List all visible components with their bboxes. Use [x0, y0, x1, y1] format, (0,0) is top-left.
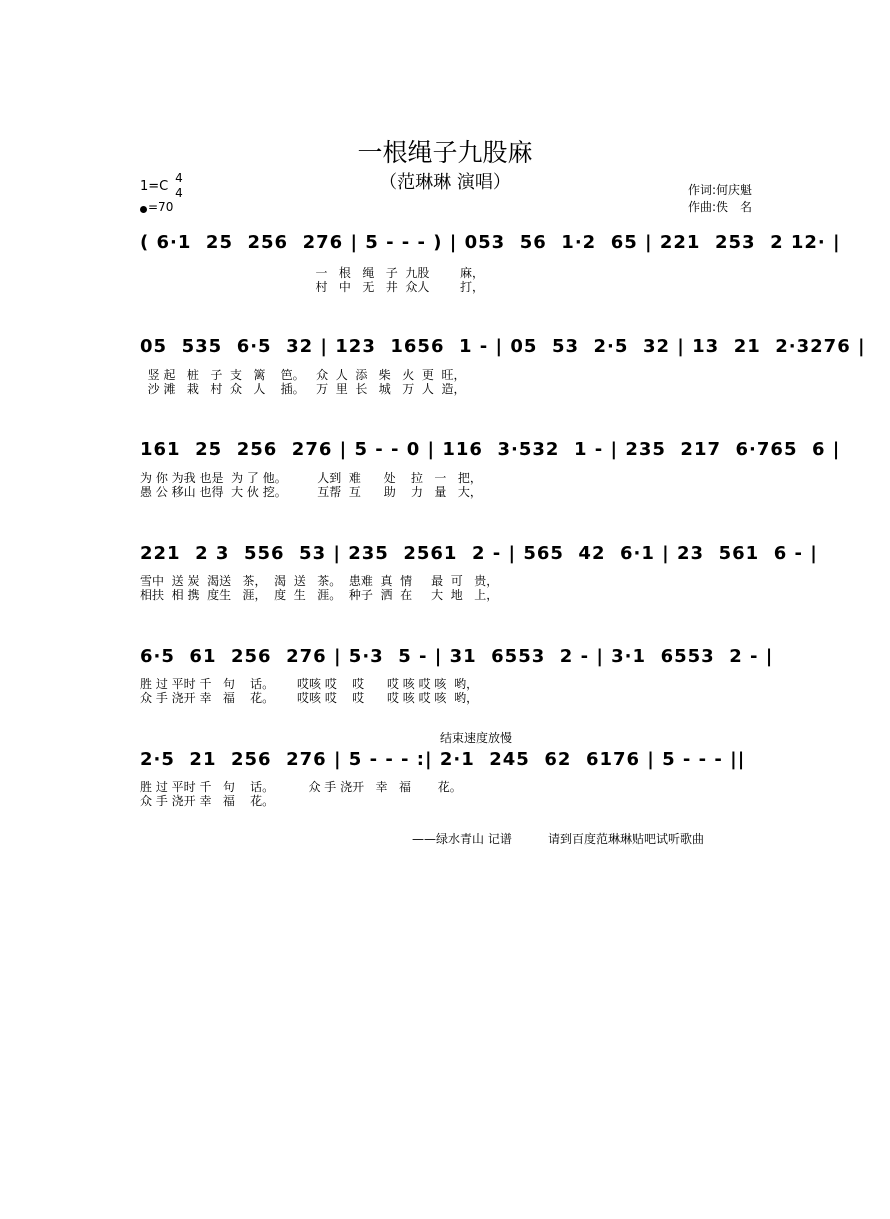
- lyrics-verse-1: 一 根 绳 子 九股 麻，: [140, 266, 484, 280]
- lyrics-verse-2: 沙 滩 栽 村 众 人 插。 万 里 长 城 万 人 造，: [140, 382, 466, 396]
- key-signature: 1=C: [140, 179, 169, 194]
- time-signature-bottom: 4: [175, 186, 183, 200]
- time-signature-top: 4: [175, 171, 183, 185]
- performer-subtitle: （范琳琳 演唱）: [379, 172, 511, 193]
- lyrics-verse-1: 胜 过 平时 千 句 话。 哎咳 哎 哎 哎 咳 哎 咳 哟，: [140, 677, 479, 691]
- time-signature: [172, 171, 186, 201]
- lyrics-verse-2: 愚 公 移山 也得 大 伙 挖。 互帮 互 助 力 量 大，: [140, 485, 482, 499]
- composer-credit: 作曲:佚 名: [688, 200, 753, 214]
- lyrics-verse-1: 胜 过 平时 千 句 话。 众 手 浇开 幸 福 花。: [140, 780, 462, 794]
- lyrics-verse-2: 相扶 相 携 度生 涯， 度 生 涯。 种子 洒 在 大 地 上，: [140, 588, 499, 602]
- notation-line: 2·5 21 256 276 | 5 - - - :| 2·1 245 62 6176 | 5 - - - ||: [140, 749, 746, 770]
- tempo-marking: [140, 200, 173, 214]
- lyrics-verse-1: 为 你 为我 也是 为 了 他。 人到 难 处 拉 一 把，: [140, 471, 482, 485]
- lyricist-credit: 作词:何庆魁: [688, 183, 753, 197]
- lyrics-verse-2: 众 手 浇开 幸 福 花。: [140, 794, 275, 808]
- tempo-value: =70: [148, 200, 174, 214]
- lyrics-verse-2: 村 中 无 井 众人 打，: [140, 280, 484, 294]
- ending-tempo-marking: 结束速度放慢: [440, 731, 513, 745]
- quarter-note-icon: [140, 206, 147, 213]
- listening-note: 请到百度范琳琳贴吧试听歌曲: [548, 832, 705, 846]
- notation-line: 6·5 61 256 276 | 5·3 5 - | 31 6553 2 - | 3·1 6553 2 - |: [140, 646, 774, 667]
- notation-line: 05 535 6·5 32 | 123 1656 1 - | 05 53 2·5 32 | 13 21 2·3276 |: [140, 336, 866, 357]
- notation-line: ( 6·1 25 256 276 | 5 - - - ) | 053 56 1·2 65 | 221 253 2 12· |: [140, 232, 841, 253]
- notation-line: 161 25 256 276 | 5 - - 0 | 116 3·532 1 - | 235 217 6·765 6 |: [140, 439, 841, 460]
- lyrics-verse-1: 雪中 送 炭 渴送 茶， 渴 送 茶。 患难 真 情 最 可 贵，: [140, 574, 499, 588]
- transcriber-credit: ——绿水青山 记谱: [412, 832, 512, 846]
- lyrics-verse-1: 竖 起 桩 子 支 篱 笆。 众 人 添 柴 火 更 旺，: [140, 368, 466, 382]
- lyrics-verse-2: 众 手 浇开 幸 福 花。 哎咳 哎 哎 哎 咳 哎 咳 哟，: [140, 691, 479, 705]
- song-title: 一根绳子九股麻: [357, 138, 533, 167]
- notation-line: 221 2 3 556 53 | 235 2561 2 - | 565 42 6·1 | 23 561 6 - |: [140, 543, 818, 564]
